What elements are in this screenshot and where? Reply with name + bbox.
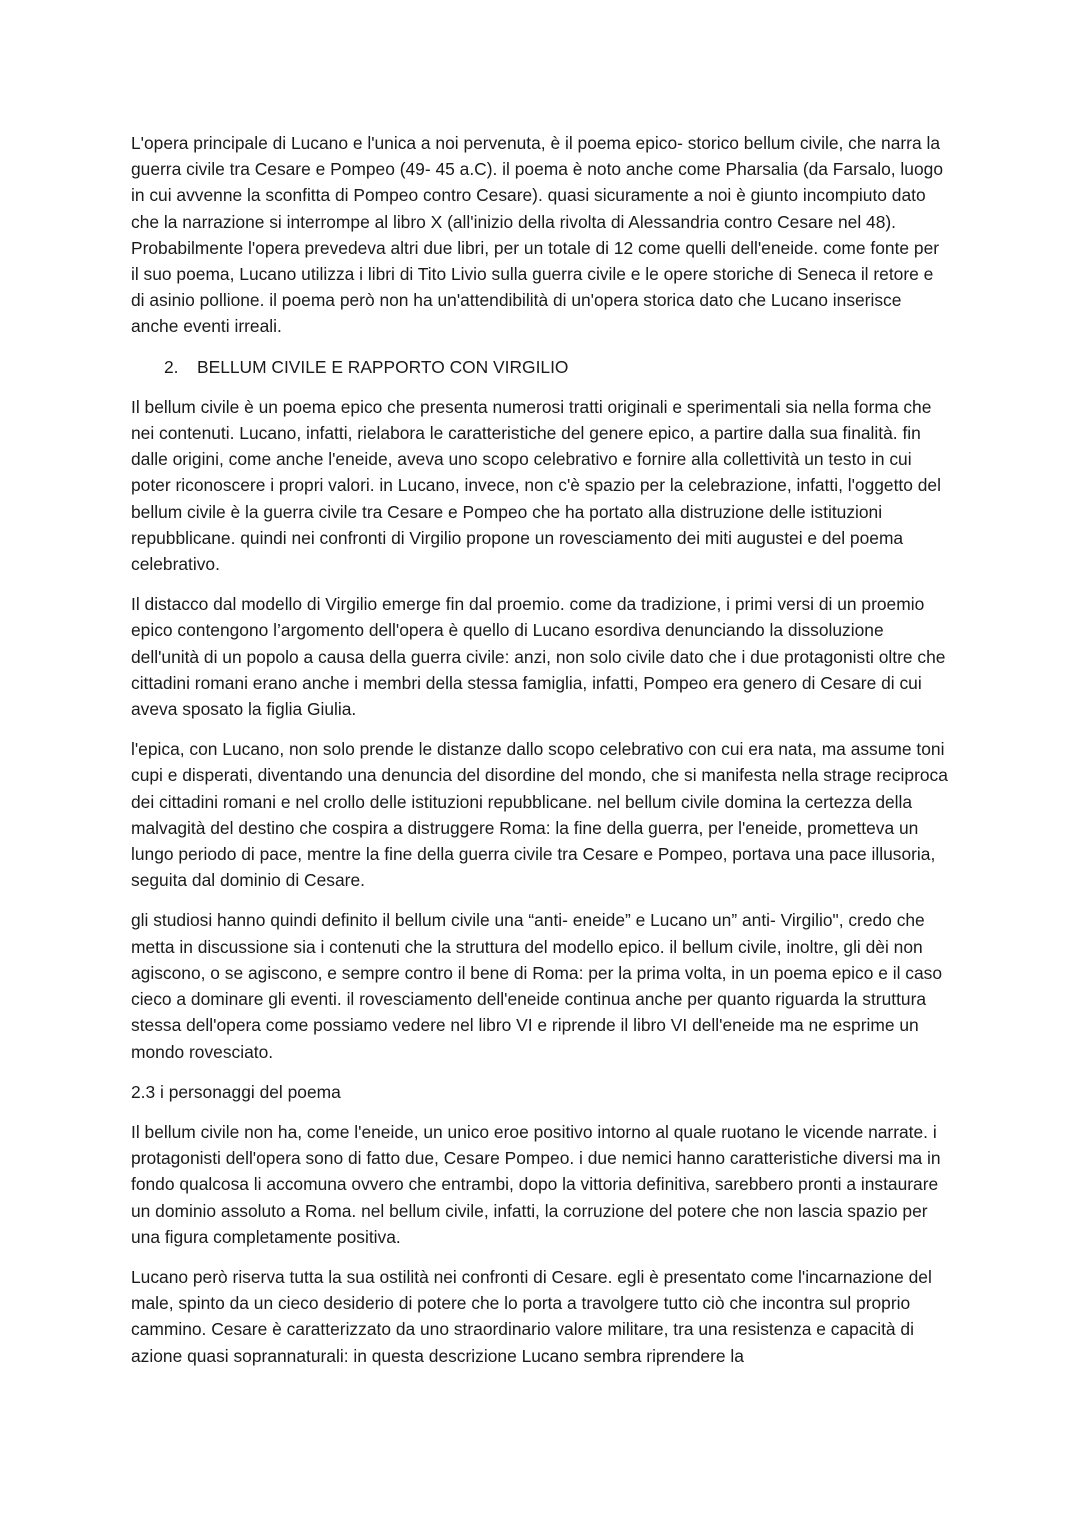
paragraph-epica: l'epica, con Lucano, non solo prende le distanze dallo scopo celebrativo con cui era nata, ma assume toni cupi e disperati, diventando una denuncia del disordine del mondo, che si manifesta nella strage reciproca dei cittadini romani e nel crollo delle istituzioni repubblicane. nel bellum civile domina la certezza della malvagità del destino che cospira a distruggere Roma: la fine della guerra, per l'eneide, prometteva un lungo periodo di pace, mentre la fine della guerra civile tra Cesare e Pompeo, portava una pace illusoria, seguita dal dominio di Cesare. <box>131 739 948 891</box>
paragraph-proemio: Il distacco dal modello di Virgilio emerge fin dal proemio. come da tradizione, i primi versi di un proemio epico contengono l’argomento dell'opera è quello di Lucano esordiva denunciando la dissoluzione dell'unità di un popolo a causa della guerra civile: anzi, non solo civile dato che i due protagonisti oltre che cittadini romani erano anche i membri della stessa famiglia, infatti, Pompeo era genero di Cesare di cui aveva sposato la figlia Giulia. <box>131 594 946 720</box>
document-body <box>131 130 951 1383</box>
section-number: 2. <box>164 356 179 377</box>
paragraph-anti-eneide: gli studiosi hanno quindi definito il bellum civile una “anti- eneide” e Lucano un” anti- Virgilio", credo che metta in discussione sia i contenuti che la struttura del modello epico. il bellum civile, inoltre, gli dèi non agiscono, o se agiscono, e sempre contro il bene di Roma: per la prima volta, in un poema epico e il caso cieco a dominare gli eventi. il rovesciamento dell'eneide continua anche per quanto riguarda la struttura stessa dell'opera come possiamo vedere nel libro VI e riprende il libro VI dell'eneide ma ne esprime un mondo rovesciato. <box>131 910 943 1062</box>
paragraph-bellum-civile: Il bellum civile è un poema epico che presenta numerosi tratti originali e sperimentali sia nella forma che nei contenuti. Lucano, infatti, rielabora le caratteristiche del genere epico, a partire dalla sua finalità. fin dalle origini, come anche l'eneide, aveva uno scopo celebrativo e fornire alla collettività un testo in cui poter riconoscere i propri valori. in Lucano, invece, non c'è spazio per la celebrazione, infatti, l'oggetto del bellum civile è la guerra civile tra Cesare e Pompeo che ha portato alla distruzione delle istituzioni repubblicane. quindi nei confronti di Virgilio propone un rovesciamento dei miti augustei e del poema celebrativo. <box>131 396 941 575</box>
paragraph-cesare: Lucano però riserva tutta la sua ostilità nei confronti di Cesare. egli è presentato come l'incarnazione del male, spinto da un cieco desiderio di potere che lo porta a travolgere tutto ciò che incontra sul proprio cammino. Cesare è caratterizzato da uno straordinario valore militare, tra una resistenza e capacità di azione quasi soprannaturali: in questa descrizione Lucano sembra riprendere la <box>131 1266 932 1366</box>
paragraph-intro: L'opera principale di Lucano e l'unica a noi pervenuta, è il poema epico- storico bellum civile, che narra la guerra civile tra Cesare e Pompeo (49- 45 a.C). il poema è noto anche come Pharsalia (da Farsalo, luogo in cui avvenne la sconfitta di Pompeo contro Cesare). quasi sicuramente a noi è giunto incompiuto dato che la narrazione si interrompe al libro X (all'inizio della rivolta di Alessandria contro Cesare nel 48). Probabilmente l'opera prevedeva altri due libri, per un totale di 12 come quelli dell'eneide. come fonte per il suo poema, Lucano utilizza i libri di Tito Livio sulla guerra civile e le opere storiche di Seneca il retore e di asinio pollione. il poema però non ha un'attendibilità di un'opera storica dato che Lucano inserisce anche eventi irreali. <box>131 133 943 337</box>
subsection-heading-2-3: 2.3 i personaggi del poema <box>131 1081 341 1102</box>
section-title: BELLUM CIVILE E RAPPORTO CON VIRGILIO <box>197 356 569 377</box>
paragraph-personaggi: Il bellum civile non ha, come l'eneide, un unico eroe positivo intorno al quale ruotano le vicende narrate. i protagonisti dell'opera sono di fatto due, Cesare Pompeo. i due nemici hanno caratteristiche diversi ma in fondo qualcosa li accomuna ovvero che entrambi, dopo la vittoria definitiva, sarebbero pronti a instaurare un dominio assoluto a Roma. nel bellum civile, infatti, la corruzione del potere che non lascia spazio per una figura completamente positiva. <box>131 1121 941 1247</box>
section-heading-2 <box>131 354 951 380</box>
